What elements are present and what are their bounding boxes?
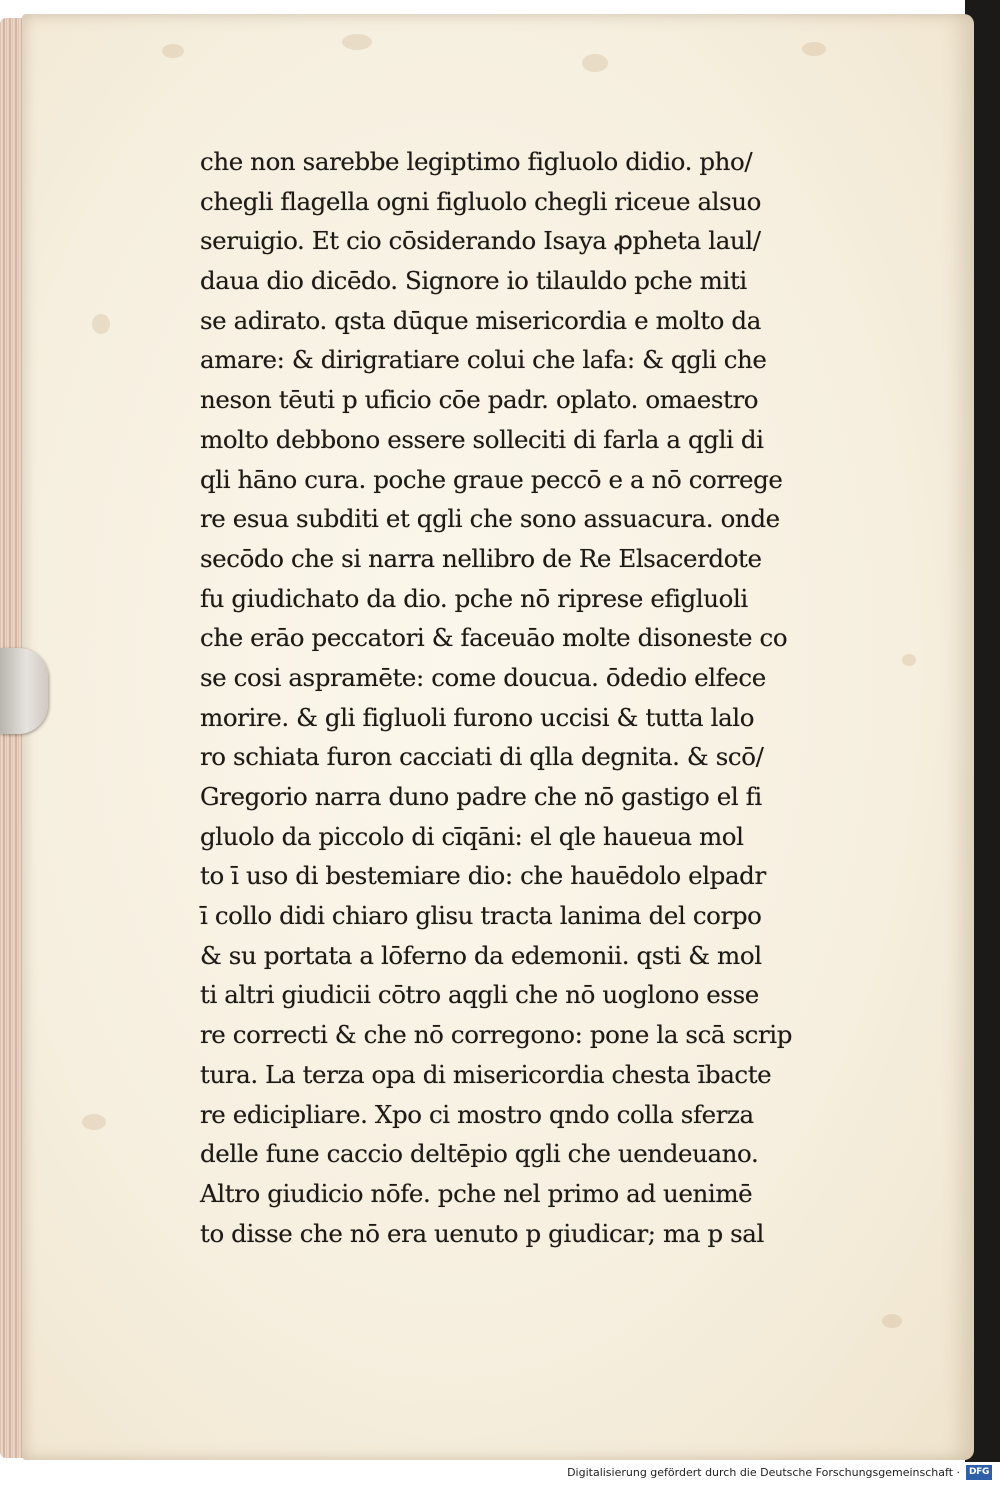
text-line: fu giudichato da dio. pche nō riprese efigluoli <box>200 583 748 613</box>
text-line: ī collo didi chiaro glisu tracta lanima del corpo <box>200 901 762 931</box>
printed-text-block <box>200 142 860 1253</box>
foxing-spot <box>342 34 372 50</box>
text-line: seruigio. Et cio cōsiderando Isaya ꝓpheta laul/ <box>200 226 761 256</box>
text-line: neson tēuti p uficio cōe padr. oplato. omaestro <box>200 385 759 415</box>
text-line: gluolo da piccolo di cīqāni: el qle haueua mol <box>200 821 744 851</box>
digitization-credit: Digitalisierung gefördert durch die Deutsche Forschungsgemeinschaft · <box>567 1466 960 1479</box>
text-line: Gregorio narra duno padre che nō gastigo el fi <box>200 782 762 811</box>
text-line: to disse che nō era uenuto p giudicar; ma p sal <box>200 1218 764 1248</box>
text-line: & su portata a lōferno da edemonii. qsti & mol <box>200 940 762 970</box>
footer-bar <box>0 1462 1000 1485</box>
text-line: re esua subditi et qgli che sono assuacura. onde <box>200 504 780 534</box>
text-line: secōdo che si narra nellibro de Re Elsacerdote <box>200 543 762 573</box>
text-line: ro schiata furon cacciati di qlla degnita. & scō/ <box>200 742 764 772</box>
text-line: re correcti & che nō corregono: pone la scā scrip <box>200 1020 793 1050</box>
foxing-spot <box>82 1114 106 1130</box>
foxing-spot <box>902 654 916 666</box>
text-line: tura. La terza opa di misericordia chesta ībacte <box>200 1059 772 1089</box>
text-line: morire. & gli figluoli furono uccisi & tutta lalo <box>200 702 755 732</box>
foxing-spot <box>882 1314 902 1328</box>
text-line: to ī uso di bestemiare dio: che hauēdolo elpadr <box>200 861 766 891</box>
text-line: ti altri giudicii cōtro aqgli che nō uoglono esse <box>200 980 759 1010</box>
foxing-spot <box>92 314 110 334</box>
text-line: se cosi aspramēte: come doucua. ōdedio elfece <box>200 662 766 692</box>
text-line: qli hāno cura. poche graue peccō e a nō correge <box>200 464 783 494</box>
foxing-spot <box>582 54 608 72</box>
text-line: delle fune caccio deltēpio qgli che uendeuano. <box>200 1139 759 1169</box>
foxing-spot <box>162 44 184 58</box>
text-line: che non sarebbe legiptimo figluolo didio. pho/ <box>200 147 753 176</box>
text-line: daua dio dicēdo. Signore io tilauldo pche miti <box>200 266 747 296</box>
text-line: che erāo peccatori & faceuāo molte disoneste co <box>200 623 788 653</box>
text-line: molto debbono essere solleciti di farla a qgli di <box>200 424 764 454</box>
text-line: re edicipliare. Xpo ci mostro qndo colla sferza <box>200 1099 754 1129</box>
text-line: chegli flagella ogni figluolo chegli riceue alsuo <box>200 186 761 216</box>
foxing-spot <box>802 42 826 56</box>
text-line: Altro giudicio nōfe. pche nel primo ad uenimē <box>200 1178 753 1208</box>
dfg-logo-icon: DFG <box>966 1465 992 1480</box>
text-line: amare: & dirigratiare colui che lafa: & qgli che <box>200 345 767 375</box>
page-clip <box>0 648 48 734</box>
text-line: se adirato. qsta dūque misericordia e molto da <box>200 305 761 335</box>
